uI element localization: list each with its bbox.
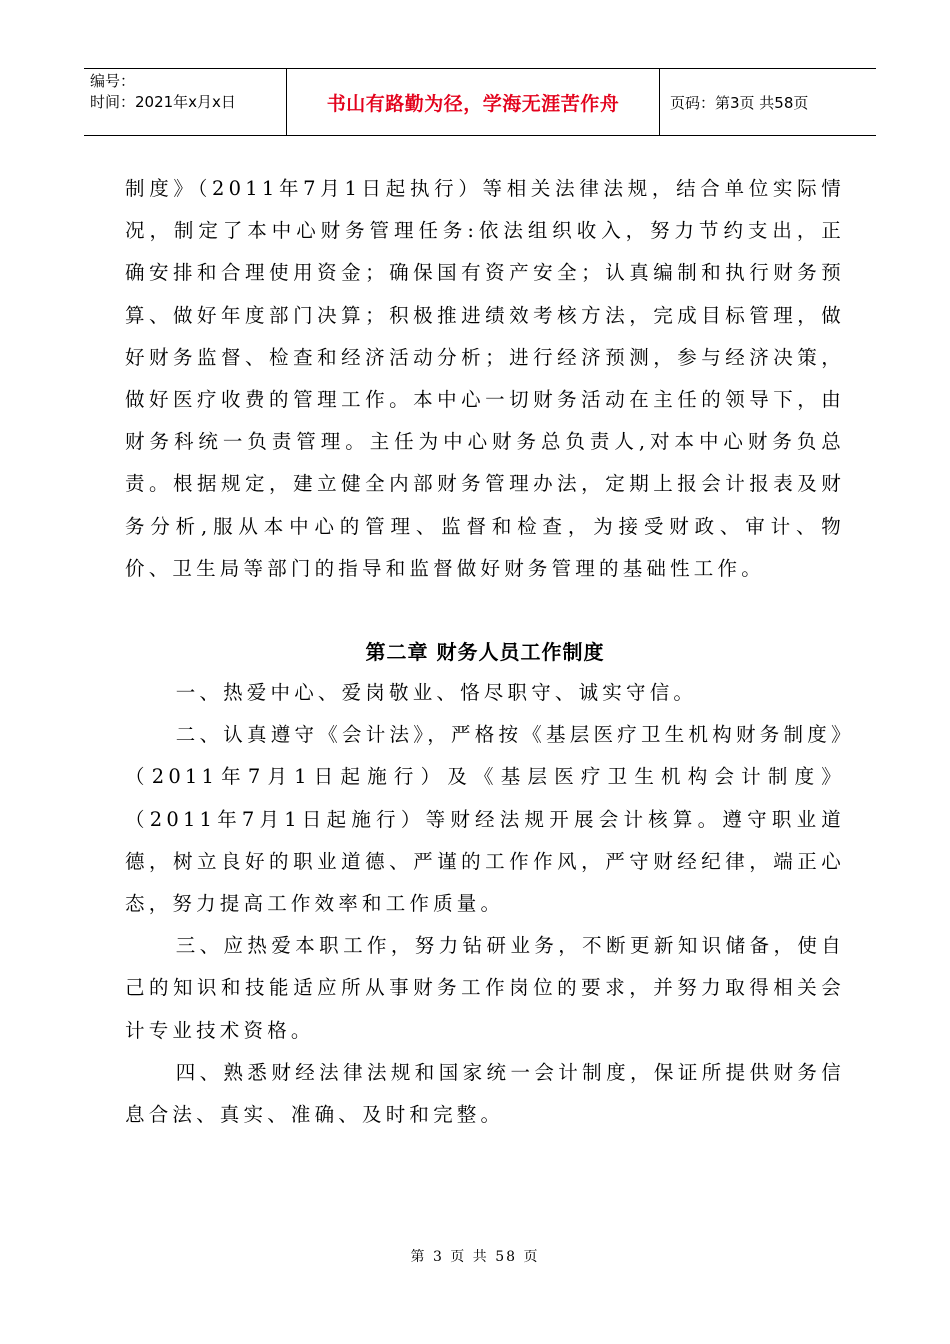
page-footer: 第 3 页 共 58 页	[410, 1249, 540, 1265]
continuation-paragraph: 制度》（2011年7月1日起执行）等相关法律法规，结合单位实际情况，制定了本中心财务管理任务:依法组织收入，努力节约支出，正确安排和合理使用资金；确保国有资产安全；认真编制和执行财务预算、做好年度部门决算；积极推进绩效考核方法，完成目标管理，做好财务监督、检查和经济活动分析；进行经济预测，参与经济决策，做好医疗收费的管理工作。本中心一切财务活动在主任的领导下，由财务科统一负责管理。主任为中心财务总负责人,对本中心财务负总责。根据规定，建立健全内部财务管理办法，定期上报会计报表及财务分析,服从本中心的管理、监督和检查，为接受财政、审计、物价、卫生局等部门的指导和监督做好财务管理的基础性工作。	[125, 177, 845, 580]
doc-number-label: 编号：	[90, 72, 136, 90]
header-meta	[84, 69, 286, 135]
doc-time-label: 时间：2021年x月x日	[90, 93, 236, 111]
rule-item-4: 四、熟悉财经法律法规和国家统一会计制度，保证所提供财务信息合法、真实、准确、及时和完整。	[125, 1060, 845, 1127]
header-motto: 书山有路勤为径，学海无涯苦作舟	[286, 69, 660, 135]
chapter-title: 第二章 财务人员工作制度	[365, 640, 605, 665]
rule-item-2: 二、认真遵守《会计法》，严格按《基层医疗卫生机构财务制度》（2011年7月1日起施行）及《基层医疗卫生机构会计制度》（2011年7月1日起施行）等财经法规开展会计核算。遵守职业道德，树立良好的职业道德、严谨的工作作风，严守财经纪律，端正心态，努力提高工作效率和工作质量。	[125, 723, 845, 916]
document-body	[125, 168, 845, 1136]
section-spacer	[125, 590, 845, 632]
rule-item-1: 一、热爱中心、爱岗敬业、恪尽职守、诚实守信。	[175, 681, 698, 705]
rule-item-3: 三、应热爱本职工作，努力钻研业务，不断更新知识储备，使自己的知识和技能适应所从事财务工作岗位的要求，并努力取得相关会计专业技术资格。	[125, 934, 845, 1042]
page-header	[84, 68, 876, 136]
header-page-info: 页码：第3页 共58页	[670, 93, 809, 112]
